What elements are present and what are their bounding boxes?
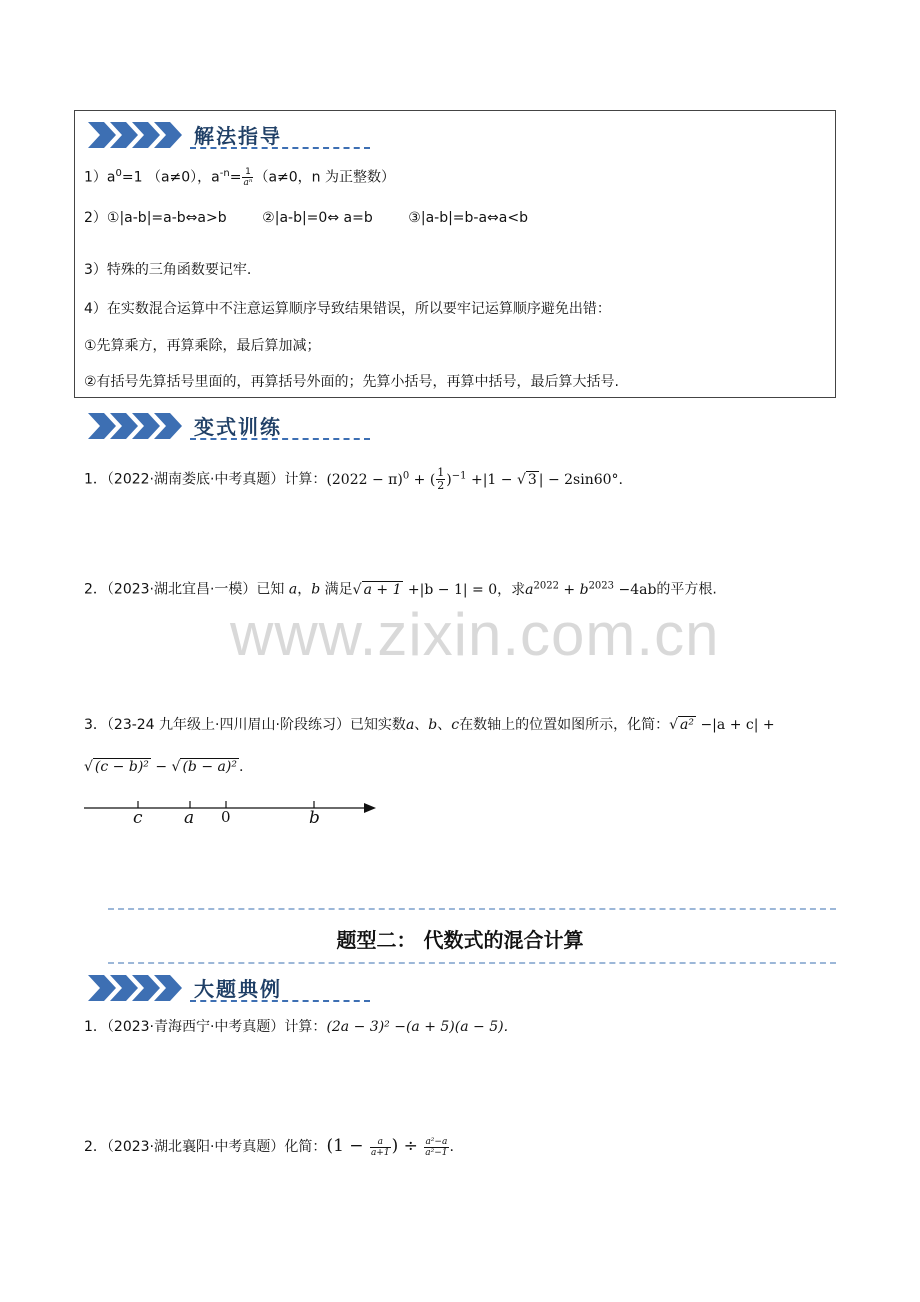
section-divider-bottom [108,962,836,964]
guide-title: 解法指导 [194,124,282,148]
guide-line-3: 3）特殊的三角函数要记牢. [84,262,252,278]
fraction-one-over-a-n: $\frac{1}{\text{aⁿ}}$ [243,167,253,189]
section-divider-top [108,908,836,910]
number-line-diagram [80,796,390,836]
banner-underline [190,1000,370,1002]
variant-title: 变式训练 [194,415,282,439]
variant-question-1: 1．（2022·湖南娄底·中考真题）计算：$(2022 - \pi)^0$ + ( $\frac{1}{2}$ )$^{-1}$ +|1 − √ 3 | − 2sin60°. [84,466,623,493]
axis-label-a: a [184,808,195,828]
guide-line-4: 4）在实数混合运算中不注意运算顺序导致结果错误，所以要牢记运算顺序避免出错： [84,301,611,317]
section-title: 题型二： 代数式的混合计算 [336,928,584,952]
example-banner [86,971,326,1005]
example-question-2: 2．（2023·湖北襄阳·中考真题）化简：(1 − $\frac{a}{a+1}$ ) ÷ $\frac{\text{a²−a}}{\text{a²−1}}$ . [84,1136,454,1158]
chevron-arrows-icon [86,971,196,1005]
chevron-arrows-icon [86,118,196,152]
watermark-text: www.zixin.com.cn [230,601,720,668]
variant-banner [86,409,326,443]
axis-arrow-icon [364,803,376,813]
variant-question-2: 2．（2023·湖北宜昌·一模）已知 a，b 满足√ a + 1 +|b − 1| = 0，求$a^{2022} + b^{2023} -4ab$的平方根. [84,580,717,598]
guide-line-1: $1)a^0=1$ （a≠0），$a^{-n}=$ $\frac{1}{\text{aⁿ}}$ （a≠0，n 为正整数） [84,167,396,189]
guide-banner [86,118,326,152]
variant-question-3: 3．（23-24 九年级上·四川眉山·阶段练习）已知实数a、b、c在数轴上的位置如图所示，化简：√ a² −|a + c| + [84,717,775,733]
guide-line-5: ①先算乘方，再算乘除，最后算加减； [84,338,321,354]
axis-label-b: b [309,808,320,828]
guide-line-2: 2）①|a-b|=a-b⇔a>b ②|a-b|=0⇔ a=b ③|a-b|=b-a⇔a<b [84,210,528,226]
chevron-arrows-icon [86,409,196,443]
example-question-1: 1．（2023·青海西宁·中考真题）计算：(2a − 3)² −(a + 5)(a − 5). [84,1019,509,1035]
banner-underline [190,438,370,440]
variant-question-3-cont: √ (c − b)² − √ (b − a)² . [84,759,244,775]
banner-underline [190,147,370,149]
example-title: 大题典例 [194,977,282,1001]
axis-label-zero: 0 [221,808,231,826]
guide-line-6: ②有括号先算括号里面的，再算括号外面的；先算小括号，再算中括号，最后算大括号. [84,374,619,390]
axis-label-c: c [133,808,143,828]
